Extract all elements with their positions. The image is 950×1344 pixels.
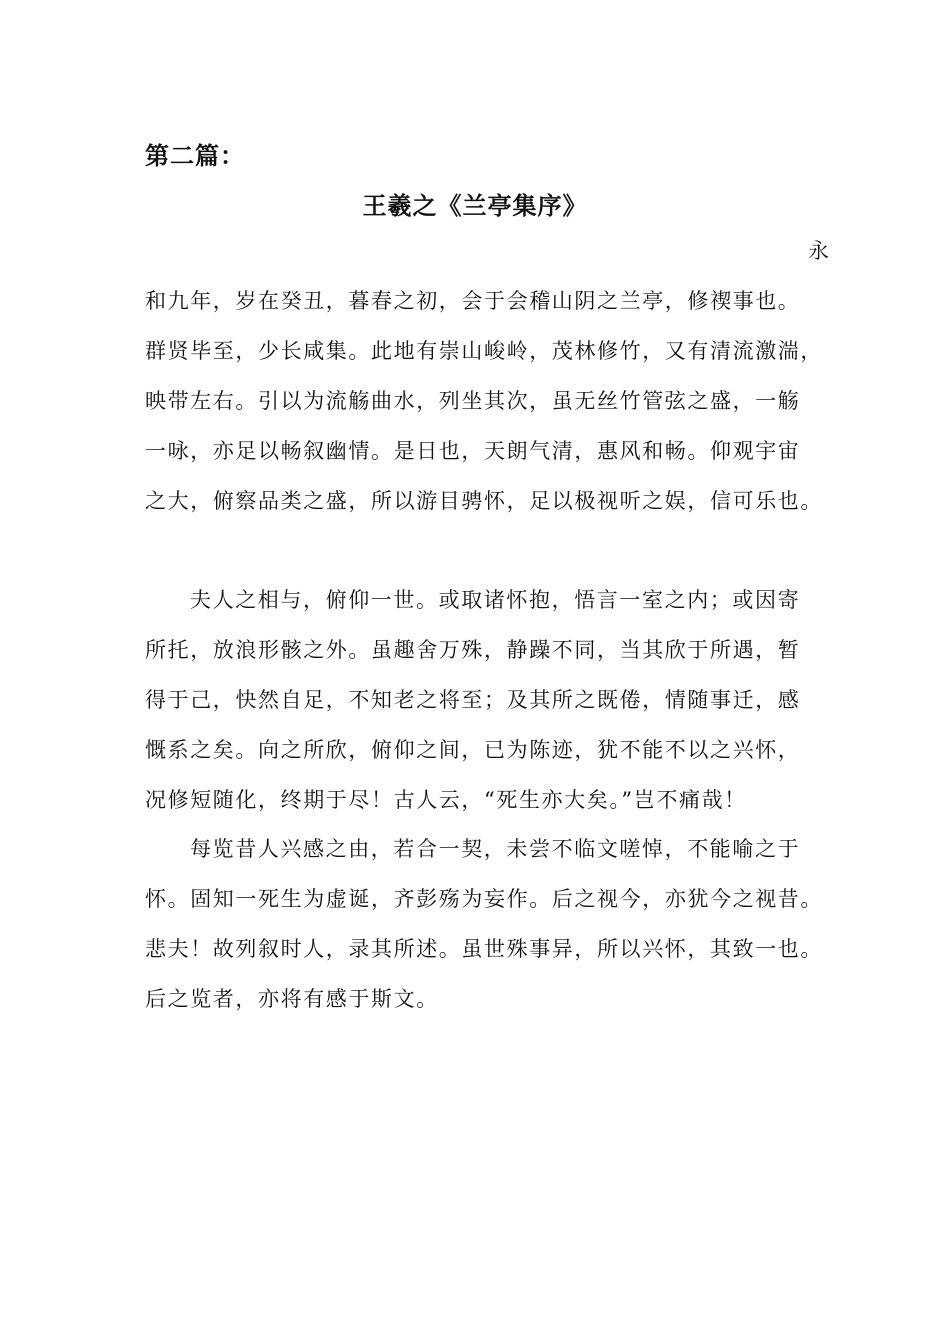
paragraph-1-line-3: 群贤毕至，少长咸集。此地有崇山峻岭，茂林修竹，又有清流激湍， xyxy=(145,339,823,363)
paragraph-2-line-1: 夫人之相与，俯仰一世。或取诸怀抱，悟言一室之内；或因寄 xyxy=(190,588,801,612)
paragraph-1-line-1: 永 xyxy=(808,239,831,263)
paragraph-1-line-4: 映带左右。引以为流觞曲水，列坐其次，虽无丝竹管弦之盛，一觞 xyxy=(145,389,801,413)
section-heading: 第二篇： xyxy=(145,142,245,170)
paragraph-3-line-1: 每览昔人兴感之由，若合一契，未尝不临文嗟悼，不能喻之于 xyxy=(190,837,801,861)
paragraph-3-line-4: 后之览者，亦将有感于斯文。 xyxy=(145,987,439,1011)
paragraph-2-line-3: 得于己，快然自足，不知老之将至；及其所之既倦，情随事迁，感 xyxy=(145,688,801,712)
paragraph-1-line-6: 之大，俯察品类之盛，所以游目骋怀，足以极视听之娱，信可乐也。 xyxy=(145,489,823,513)
paragraph-2-line-2: 所托，放浪形骸之外。虽趣舍万殊，静躁不同，当其欣于所遇，暂 xyxy=(145,638,801,662)
paragraph-1-line-5: 一咏，亦足以畅叙幽情。是日也，天朗气清，惠风和畅。仰观宇宙 xyxy=(145,439,801,463)
essay-title: 王羲之《兰亭集序》 xyxy=(362,192,588,220)
paragraph-2-line-5: 况修短随化，终期于尽！古人云，“死生亦大矣。”岂不痛哉！ xyxy=(145,788,747,812)
paragraph-3-line-2: 怀。固知一死生为虚诞，齐彭殇为妄作。后之视今，亦犹今之视昔。 xyxy=(145,887,823,911)
paragraph-2-line-4: 慨系之矣。向之所欣，俯仰之间，已为陈迹，犹不能不以之兴怀， xyxy=(145,738,801,762)
paragraph-1-line-2: 和九年，岁在癸丑，暮春之初，会于会稽山阴之兰亭，修禊事也。 xyxy=(145,289,801,313)
paragraph-3-line-3: 悲夫！故列叙时人，录其所述。虽世殊事异，所以兴怀，其致一也。 xyxy=(145,937,823,961)
